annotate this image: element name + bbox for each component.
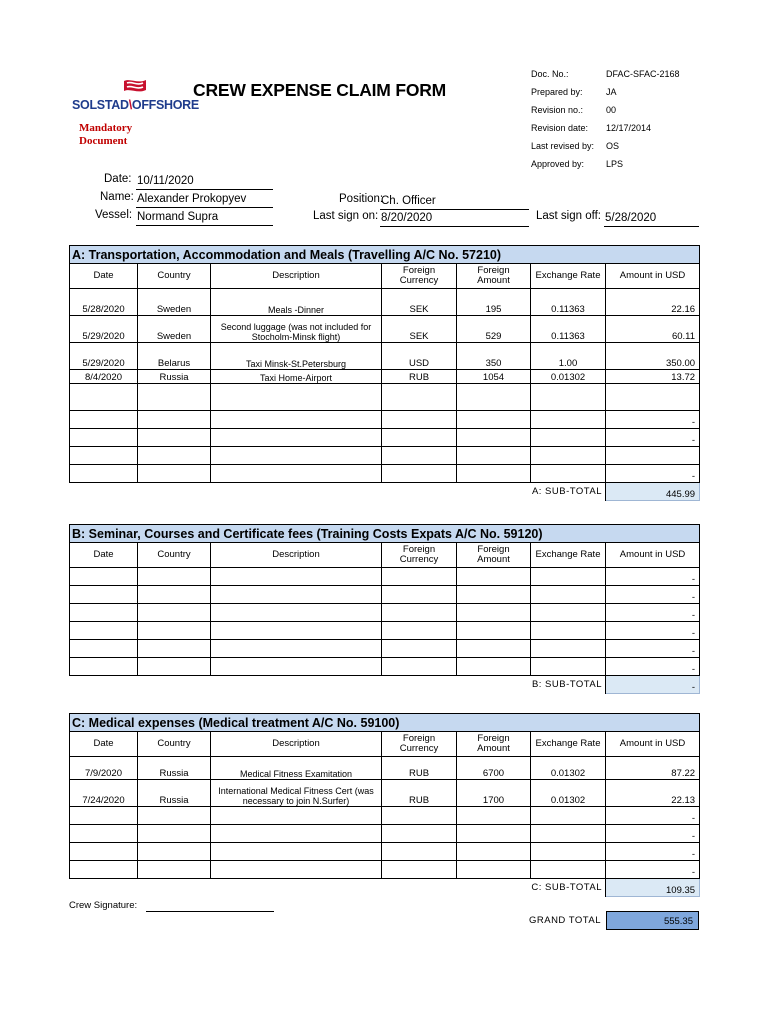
cell-exchange-rate[interactable] (531, 429, 606, 447)
cell-date[interactable] (70, 429, 138, 447)
cell-exchange-rate[interactable] (531, 447, 606, 465)
cell-description[interactable] (211, 384, 382, 411)
cell-foreign-amount[interactable] (457, 465, 531, 483)
cell-exchange-rate[interactable] (531, 843, 606, 861)
cell-foreign-amount[interactable] (457, 640, 531, 658)
cell-country[interactable] (138, 586, 211, 604)
cell-exchange-rate[interactable] (531, 568, 606, 586)
section-b-subtotal: - (606, 676, 700, 694)
cell-country[interactable] (138, 568, 211, 586)
cell-exchange-rate[interactable] (531, 640, 606, 658)
col-exchange-rate: Exchange Rate (531, 543, 606, 568)
cell-exchange-rate[interactable]: 0.01302 (531, 757, 606, 780)
section-c-title: C: Medical expenses (Medical treatment A/C No. 59100) (70, 714, 700, 732)
cell-amount-usd[interactable]: - (606, 411, 700, 429)
section-b-title: B: Seminar, Courses and Certificate fees (Training Costs Expats A/C No. 59120) (70, 525, 700, 543)
name-label: Name: (100, 191, 134, 203)
company-logo (70, 78, 205, 118)
cell-foreign-amount[interactable] (457, 604, 531, 622)
cell-country[interactable]: Russia (138, 370, 211, 384)
table-row (70, 343, 700, 370)
cell-foreign-amount[interactable] (457, 411, 531, 429)
col-date: Date (70, 264, 138, 289)
cell-date[interactable]: 7/9/2020 (70, 757, 138, 780)
table-row (70, 447, 700, 465)
cell-currency[interactable]: RUB (382, 370, 457, 384)
position-label: Position: (339, 193, 384, 205)
cell-amount-usd[interactable]: 350.00 (606, 343, 700, 370)
cell-foreign-amount[interactable]: 1700 (457, 780, 531, 807)
mandatory-note: Mandatory Document (79, 122, 133, 147)
cell-currency[interactable] (382, 622, 457, 640)
col-country: Country (138, 543, 211, 568)
col-date: Date (70, 732, 138, 757)
cell-country[interactable] (138, 384, 211, 411)
table-row (70, 757, 700, 780)
cell-amount-usd[interactable]: - (606, 568, 700, 586)
cell-exchange-rate[interactable] (531, 825, 606, 843)
cell-currency[interactable]: SEK (382, 289, 457, 316)
cell-amount-usd[interactable] (606, 384, 700, 411)
cell-currency[interactable] (382, 604, 457, 622)
cell-exchange-rate[interactable]: 0.01302 (531, 370, 606, 384)
cell-description[interactable] (211, 807, 382, 825)
cell-date[interactable] (70, 640, 138, 658)
cell-amount-usd[interactable]: 22.13 (606, 780, 700, 807)
cell-exchange-rate[interactable] (531, 586, 606, 604)
table-row (70, 384, 700, 411)
cell-currency[interactable]: RUB (382, 780, 457, 807)
table-row (70, 604, 700, 622)
cell-country[interactable]: Russia (138, 780, 211, 807)
cell-amount-usd[interactable]: - (606, 622, 700, 640)
cell-exchange-rate[interactable]: 0.11363 (531, 316, 606, 343)
col-exchange-rate: Exchange Rate (531, 732, 606, 757)
cell-currency[interactable] (382, 807, 457, 825)
table-row (70, 622, 700, 640)
table-row (70, 843, 700, 861)
cell-description[interactable] (211, 465, 382, 483)
cell-currency[interactable] (382, 465, 457, 483)
col-description: Description (211, 732, 382, 757)
cell-exchange-rate[interactable] (531, 465, 606, 483)
col-description: Description (211, 264, 382, 289)
cell-amount-usd[interactable]: 87.22 (606, 757, 700, 780)
cell-foreign-amount[interactable] (457, 861, 531, 879)
cell-country[interactable] (138, 604, 211, 622)
cell-date[interactable] (70, 411, 138, 429)
cell-date[interactable] (70, 447, 138, 465)
cell-amount-usd[interactable]: - (606, 640, 700, 658)
section-a-title: A: Transportation, Accommodation and Meals (Travelling A/C No. 57210) (70, 246, 700, 264)
section-b-table (69, 524, 700, 694)
cell-description[interactable] (211, 586, 382, 604)
cell-foreign-amount[interactable]: 350 (457, 343, 531, 370)
cell-date[interactable] (70, 861, 138, 879)
cell-exchange-rate[interactable] (531, 807, 606, 825)
col-amount-usd: Amount in USD (606, 264, 700, 289)
cell-foreign-amount[interactable] (457, 384, 531, 411)
cell-currency[interactable] (382, 658, 457, 676)
cell-date[interactable] (70, 825, 138, 843)
cell-date[interactable]: 7/24/2020 (70, 780, 138, 807)
cell-description[interactable] (211, 568, 382, 586)
col-foreign-amount: Foreign Amount (457, 543, 531, 568)
cell-country[interactable] (138, 411, 211, 429)
cell-date[interactable] (70, 658, 138, 676)
cell-exchange-rate[interactable] (531, 411, 606, 429)
cell-amount-usd[interactable]: - (606, 429, 700, 447)
doc-meta-values: DFAC-SFAC-2168 JA 00 12/17/2014 OS LPS (606, 69, 680, 169)
cell-description[interactable]: Second luggage (was not included for Stocholm-Minsk flight) (211, 316, 382, 343)
table-row (70, 370, 700, 384)
cell-date[interactable] (70, 586, 138, 604)
cell-country[interactable] (138, 658, 211, 676)
cell-description[interactable]: Taxi Minsk-St.Petersburg (211, 343, 382, 370)
name-field[interactable]: Alexander Prokopyev (136, 192, 273, 208)
cell-amount-usd[interactable]: - (606, 861, 700, 879)
cell-description[interactable] (211, 825, 382, 843)
cell-description[interactable]: Medical Fitness Examitation (211, 757, 382, 780)
cell-foreign-amount[interactable] (457, 429, 531, 447)
last-sign-on-label: Last sign on: (313, 210, 379, 222)
cell-foreign-amount[interactable] (457, 658, 531, 676)
table-row (70, 807, 700, 825)
cell-country[interactable]: Sweden (138, 289, 211, 316)
col-date: Date (70, 543, 138, 568)
cell-description[interactable]: Taxi Home-Airport (211, 370, 382, 384)
table-row (70, 658, 700, 676)
cell-exchange-rate[interactable]: 0.01302 (531, 780, 606, 807)
cell-date[interactable]: 5/29/2020 (70, 316, 138, 343)
section-c-table (69, 713, 700, 897)
cell-currency[interactable] (382, 861, 457, 879)
table-row (70, 825, 700, 843)
cell-foreign-amount[interactable]: 6700 (457, 757, 531, 780)
cell-country[interactable] (138, 465, 211, 483)
section-a-subtotal-label: A: SUB-TOTAL (70, 483, 606, 501)
cell-country[interactable] (138, 622, 211, 640)
cell-country[interactable] (138, 843, 211, 861)
cell-country[interactable] (138, 825, 211, 843)
cell-exchange-rate[interactable] (531, 622, 606, 640)
cell-exchange-rate[interactable]: 0.11363 (531, 289, 606, 316)
cell-currency[interactable] (382, 411, 457, 429)
cell-currency[interactable]: USD (382, 343, 457, 370)
cell-description[interactable] (211, 411, 382, 429)
cell-amount-usd[interactable]: - (606, 807, 700, 825)
cell-amount-usd[interactable]: 22.16 (606, 289, 700, 316)
table-row (70, 465, 700, 483)
col-foreign-amount: Foreign Amount (457, 264, 531, 289)
cell-description[interactable] (211, 622, 382, 640)
cell-amount-usd[interactable]: 13.72 (606, 370, 700, 384)
cell-description[interactable] (211, 447, 382, 465)
col-amount-usd: Amount in USD (606, 543, 700, 568)
position-field[interactable]: Ch. Officer (380, 194, 529, 210)
col-foreign-currency: Foreign Currency (382, 264, 457, 289)
cell-description[interactable] (211, 658, 382, 676)
col-country: Country (138, 264, 211, 289)
grand-total-label: GRAND TOTAL (528, 915, 601, 926)
cell-currency[interactable] (382, 843, 457, 861)
cell-currency[interactable]: RUB (382, 757, 457, 780)
cell-exchange-rate[interactable] (531, 658, 606, 676)
cell-country[interactable] (138, 447, 211, 465)
last-sign-off-field[interactable]: 5/28/2020 (604, 211, 699, 227)
crew-signature-label: Crew Signature: (69, 900, 138, 911)
cell-amount-usd[interactable]: - (606, 658, 700, 676)
table-row (70, 640, 700, 658)
logo-text: SOLSTAD\OFFSHORE (72, 98, 199, 112)
section-a-subtotal: 445.99 (606, 483, 700, 501)
last-sign-off-label: Last sign off: (536, 210, 601, 222)
section-a-table (69, 245, 700, 501)
section-c-subtotal: 109.35 (606, 879, 700, 897)
cell-date[interactable] (70, 843, 138, 861)
cell-amount-usd[interactable]: - (606, 465, 700, 483)
cell-amount-usd[interactable]: 60.11 (606, 316, 700, 343)
cell-amount-usd[interactable]: - (606, 825, 700, 843)
cell-foreign-amount[interactable]: 1054 (457, 370, 531, 384)
cell-country[interactable] (138, 861, 211, 879)
flag-icon (122, 78, 148, 98)
cell-country[interactable]: Sweden (138, 316, 211, 343)
cell-description[interactable] (211, 861, 382, 879)
col-country: Country (138, 732, 211, 757)
table-row (70, 289, 700, 316)
cell-amount-usd[interactable]: - (606, 586, 700, 604)
cell-date[interactable] (70, 604, 138, 622)
doc-meta-labels: Doc. No.: Prepared by: Revision no.: Revision date: Last revised by: Approved by: (531, 69, 595, 169)
page-title: CREW EXPENSE CLAIM FORM (193, 80, 447, 100)
cell-foreign-amount[interactable] (457, 622, 531, 640)
col-amount-usd: Amount in USD (606, 732, 700, 757)
cell-date[interactable]: 5/29/2020 (70, 343, 138, 370)
section-b-subtotal-label: B: SUB-TOTAL (70, 676, 606, 694)
col-foreign-currency: Foreign Currency (382, 543, 457, 568)
last-sign-on-field[interactable]: 8/20/2020 (380, 211, 529, 227)
cell-currency[interactable] (382, 586, 457, 604)
cell-country[interactable] (138, 807, 211, 825)
grand-total-value: 555.35 (606, 911, 699, 930)
cell-exchange-rate[interactable] (531, 384, 606, 411)
cell-description[interactable]: International Medical Fitness Cert (was necessary to join N.Surfer) (211, 780, 382, 807)
col-exchange-rate: Exchange Rate (531, 264, 606, 289)
table-row (70, 586, 700, 604)
cell-date[interactable] (70, 622, 138, 640)
cell-currency[interactable] (382, 447, 457, 465)
cell-currency[interactable] (382, 640, 457, 658)
cell-amount-usd[interactable]: - (606, 843, 700, 861)
cell-amount-usd[interactable]: - (606, 604, 700, 622)
col-foreign-currency: Foreign Currency (382, 732, 457, 757)
cell-description[interactable] (211, 604, 382, 622)
table-row (70, 861, 700, 879)
cell-foreign-amount[interactable] (457, 568, 531, 586)
cell-exchange-rate[interactable] (531, 861, 606, 879)
date-label: Date: (104, 173, 132, 185)
cell-description[interactable]: Meals -Dinner (211, 289, 382, 316)
cell-amount-usd[interactable] (606, 447, 700, 465)
table-row (70, 316, 700, 343)
vessel-field[interactable]: Normand Supra (136, 210, 273, 226)
cell-country[interactable]: Belarus (138, 343, 211, 370)
table-row (70, 411, 700, 429)
cell-description[interactable] (211, 429, 382, 447)
cell-foreign-amount[interactable] (457, 447, 531, 465)
cell-date[interactable]: 5/28/2020 (70, 289, 138, 316)
table-row (70, 429, 700, 447)
cell-date[interactable] (70, 568, 138, 586)
cell-currency[interactable] (382, 568, 457, 586)
date-field[interactable]: 10/11/2020 (136, 174, 273, 190)
cell-country[interactable]: Russia (138, 757, 211, 780)
cell-foreign-amount[interactable]: 195 (457, 289, 531, 316)
table-row (70, 780, 700, 807)
cell-country[interactable] (138, 429, 211, 447)
cell-date[interactable] (70, 384, 138, 411)
cell-description[interactable] (211, 843, 382, 861)
cell-foreign-amount[interactable] (457, 586, 531, 604)
cell-date[interactable]: 8/4/2020 (70, 370, 138, 384)
cell-date[interactable] (70, 465, 138, 483)
cell-currency[interactable] (382, 384, 457, 411)
vessel-label: Vessel: (95, 209, 133, 221)
cell-country[interactable] (138, 640, 211, 658)
cell-exchange-rate[interactable]: 1.00 (531, 343, 606, 370)
cell-date[interactable] (70, 807, 138, 825)
cell-currency[interactable]: SEK (382, 316, 457, 343)
cell-currency[interactable] (382, 825, 457, 843)
col-description: Description (211, 543, 382, 568)
cell-description[interactable] (211, 640, 382, 658)
crew-signature-field[interactable] (146, 911, 274, 912)
cell-foreign-amount[interactable] (457, 843, 531, 861)
cell-foreign-amount[interactable]: 529 (457, 316, 531, 343)
section-c-subtotal-label: C: SUB-TOTAL (70, 879, 606, 897)
cell-foreign-amount[interactable] (457, 807, 531, 825)
cell-exchange-rate[interactable] (531, 604, 606, 622)
table-row (70, 568, 700, 586)
cell-currency[interactable] (382, 429, 457, 447)
col-foreign-amount: Foreign Amount (457, 732, 531, 757)
cell-foreign-amount[interactable] (457, 825, 531, 843)
